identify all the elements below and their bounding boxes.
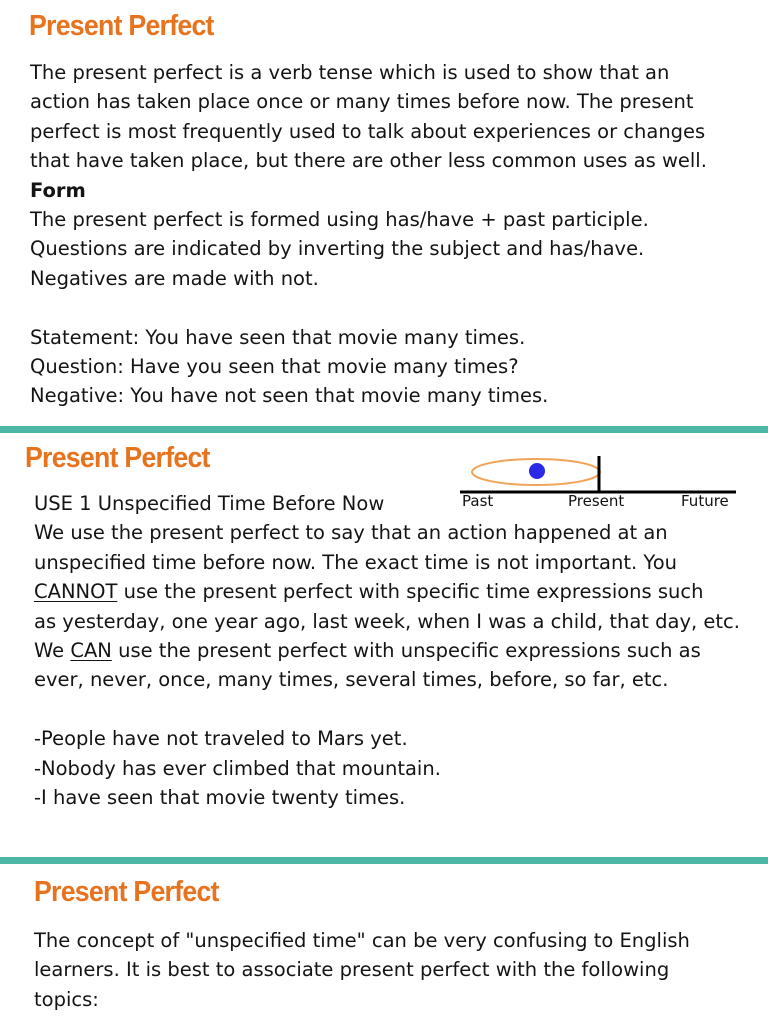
- body-text: use the present perfect with specific time expressions such: [117, 580, 704, 604]
- section3-body: [34, 926, 690, 1014]
- timeline-future-label: Future: [681, 492, 729, 510]
- body-line: unspecified time before now. The exact time is not important. You: [34, 550, 677, 574]
- example-question: Question: Have you seen that movie many times?: [30, 354, 519, 378]
- example-statement: Statement: You have seen that movie many times.: [30, 325, 526, 349]
- body-line: The concept of "unspecified time" can be very confusing to English: [34, 929, 690, 952]
- cannot-emphasis: CANNOT: [34, 580, 118, 604]
- body-line: learners. It is best to associate present perfect with the following: [34, 958, 670, 982]
- body-text: use the present perfect with unspecific expressions such as: [111, 638, 701, 662]
- intro-line: that have taken place, but there are other less common uses as well.: [30, 149, 707, 173]
- section1-title: Present Perfect: [29, 10, 214, 42]
- form-line: Negatives are made with not.: [30, 266, 319, 290]
- blank-line: [34, 695, 740, 724]
- section-divider: [0, 426, 768, 433]
- section2-title: Present Perfect: [25, 442, 210, 474]
- body-line: We use the present perfect to say that an action happened at an: [34, 521, 668, 545]
- timeline-present-label: Present: [568, 492, 625, 510]
- timeline-dot: [529, 463, 545, 479]
- intro-line: action has taken place once or many times before now. The present: [30, 90, 694, 114]
- form-line: The present perfect is formed using has/have + past participle.: [30, 207, 649, 231]
- timeline-past-label: Past: [462, 492, 494, 510]
- form-heading: Form: [30, 178, 86, 202]
- section2-body: [34, 489, 740, 812]
- use-heading: USE 1 Unspecified Time Before Now: [34, 492, 385, 515]
- body-line: as yesterday, one year ago, last week, when I was a child, that day, etc.: [34, 609, 740, 633]
- body-line: ever, never, once, many times, several times, before, so far, etc.: [34, 668, 669, 692]
- body-text: We: [34, 638, 71, 662]
- can-emphasis: CAN: [70, 638, 112, 662]
- body-line: [34, 636, 740, 665]
- timeline-graphic: [458, 450, 738, 494]
- example-line: -People have not traveled to Mars yet.: [34, 727, 408, 751]
- example-negative: Negative: You have not seen that movie many times.: [30, 384, 549, 408]
- section3-title: Present Perfect: [34, 876, 219, 908]
- body-line: topics:: [34, 987, 99, 1011]
- form-line: Questions are indicated by inverting the subject and has/have.: [30, 237, 645, 261]
- section1-intro: [30, 58, 707, 411]
- section-divider: [0, 857, 768, 864]
- example-line: -Nobody has ever climbed that mountain.: [34, 756, 441, 780]
- body-line: [34, 577, 740, 606]
- example-line: -I have seen that movie twenty times.: [34, 785, 406, 809]
- intro-line: The present perfect is a verb tense which is used to show that an: [30, 61, 670, 84]
- blank-line: [30, 293, 707, 322]
- intro-line: perfect is most frequently used to talk about experiences or changes: [30, 119, 706, 143]
